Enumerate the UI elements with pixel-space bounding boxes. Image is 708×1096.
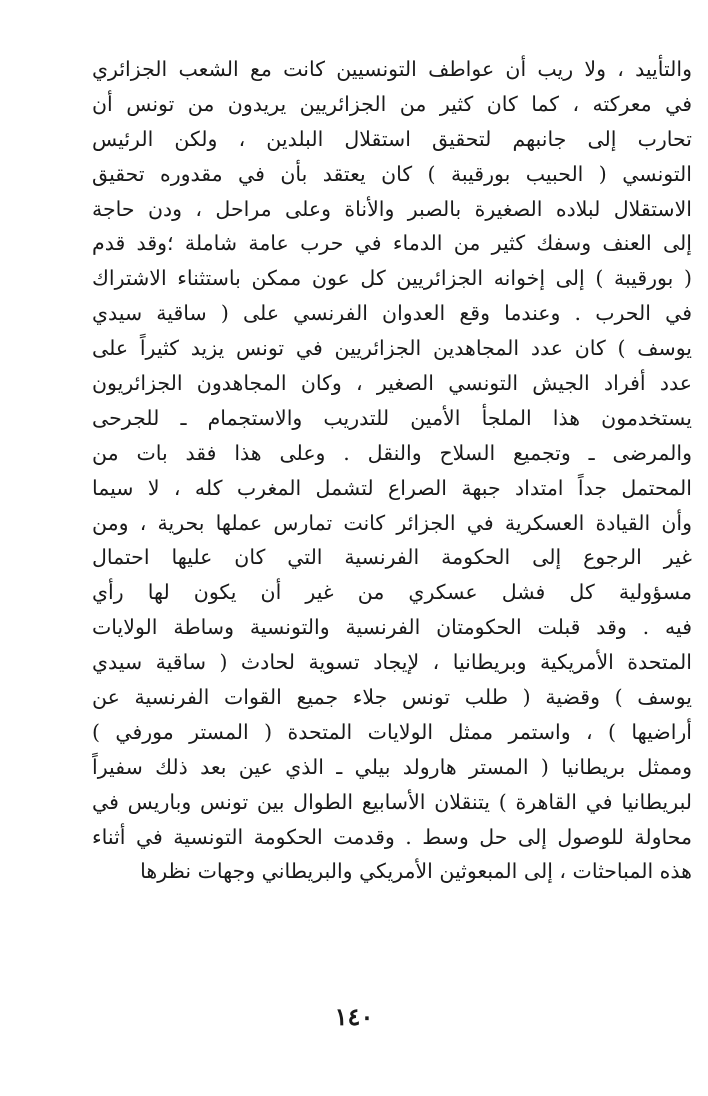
text-line: الاستقلال لبلاده الصغيرة بالصبر والأناة وعلى مراحل ، ودن حاجة — [92, 196, 692, 221]
page-number: ١٤٠ — [334, 1002, 374, 1031]
text-line: في الحرب . وعندما وقع العدوان الفرنسي على ( ساقية سيدي — [92, 301, 692, 326]
text-line: أراضيها ) ، واستمر ممثل الولايات المتحدة ( المستر مورفي ) — [92, 719, 692, 744]
text-line: مسؤولية كل فشل عسكري من غير أن يكون لها رأي — [92, 580, 692, 605]
body-text — [92, 52, 692, 889]
text-line: هذه المباحثات ، إلى المبعوثين الأمريكي والبريطاني وجهات نظرها — [140, 859, 692, 884]
text-line: المحتمل جداً امتداد جبهة الصراع لتشمل المغرب كله ، لا سيما — [92, 475, 692, 500]
text-line: فيه . وقد قبلت الحكومتان الفرنسية والتونسية وساطة الولايات — [92, 615, 692, 640]
text-line: محاولة للوصول إلى حل وسط . وقدمت الحكومة التونسية في أثناء — [92, 824, 692, 849]
text-line: ( بورقيبة ) إلى إخوانه الجزائريين كل عون ممكن باستثناء الاشتراك — [92, 266, 692, 291]
text-line: والمرضى ـ وتجميع السلاح والنقل . وعلى هذا فقد بات من — [92, 440, 692, 465]
text-line: وأن القيادة العسكرية في الجزائر كانت تمارس عملها بحرية ، ومن — [92, 510, 692, 535]
text-line: لبريطانيا في القاهرة ) يتنقلان الأسابيع الطوال بين تونس وباريس في — [92, 789, 692, 814]
text-line: يستخدمون هذا الملجأ الأمين للتدريب والاستجمام ـ للجرحى — [92, 405, 692, 430]
text-line: إلى العنف وسفك كثير من الدماء في حرب عامة شاملة ؛وقد قدم — [92, 231, 692, 256]
text-line: تحارب إلى جانبهم لتحقيق استقلال البلدين ، ولكن الرئيس — [92, 126, 692, 151]
text-line: غير الرجوع إلى الحكومة الفرنسية التي كان عليها احتمال — [92, 545, 692, 570]
text-line: التونسي ( الحبيب بورقيبة ) كان يعتقد بأن في مقدوره تحقيق — [92, 161, 692, 186]
text-line: في معركته ، كما كان كثير من الجزائريين يريدون من تونس أن — [92, 91, 692, 116]
text-line: وممثل بريطانيا ( المستر هارولد بيلي ـ الذي عين بعد ذلك سفيراً — [92, 754, 692, 779]
text-line: عدد أفراد الجيش التونسي الصغير ، وكان المجاهدون الجزائريون — [92, 371, 692, 396]
text-line: يوسف ) كان عدد المجاهدين الجزائريين في تونس يزيد كثيراً على — [92, 336, 692, 361]
text-line: يوسف ) وقضية ( طلب تونس جلاء جميع القوات الفرنسية عن — [92, 685, 692, 710]
text-line: المتحدة الأمريكية وبريطانيا ، لإيجاد تسوية لحادث ( ساقية سيدي — [92, 650, 692, 675]
text-line: والتأييد ، ولا ريب أن عواطف التونسيين كانت مع الشعب الجزائري — [92, 57, 692, 81]
